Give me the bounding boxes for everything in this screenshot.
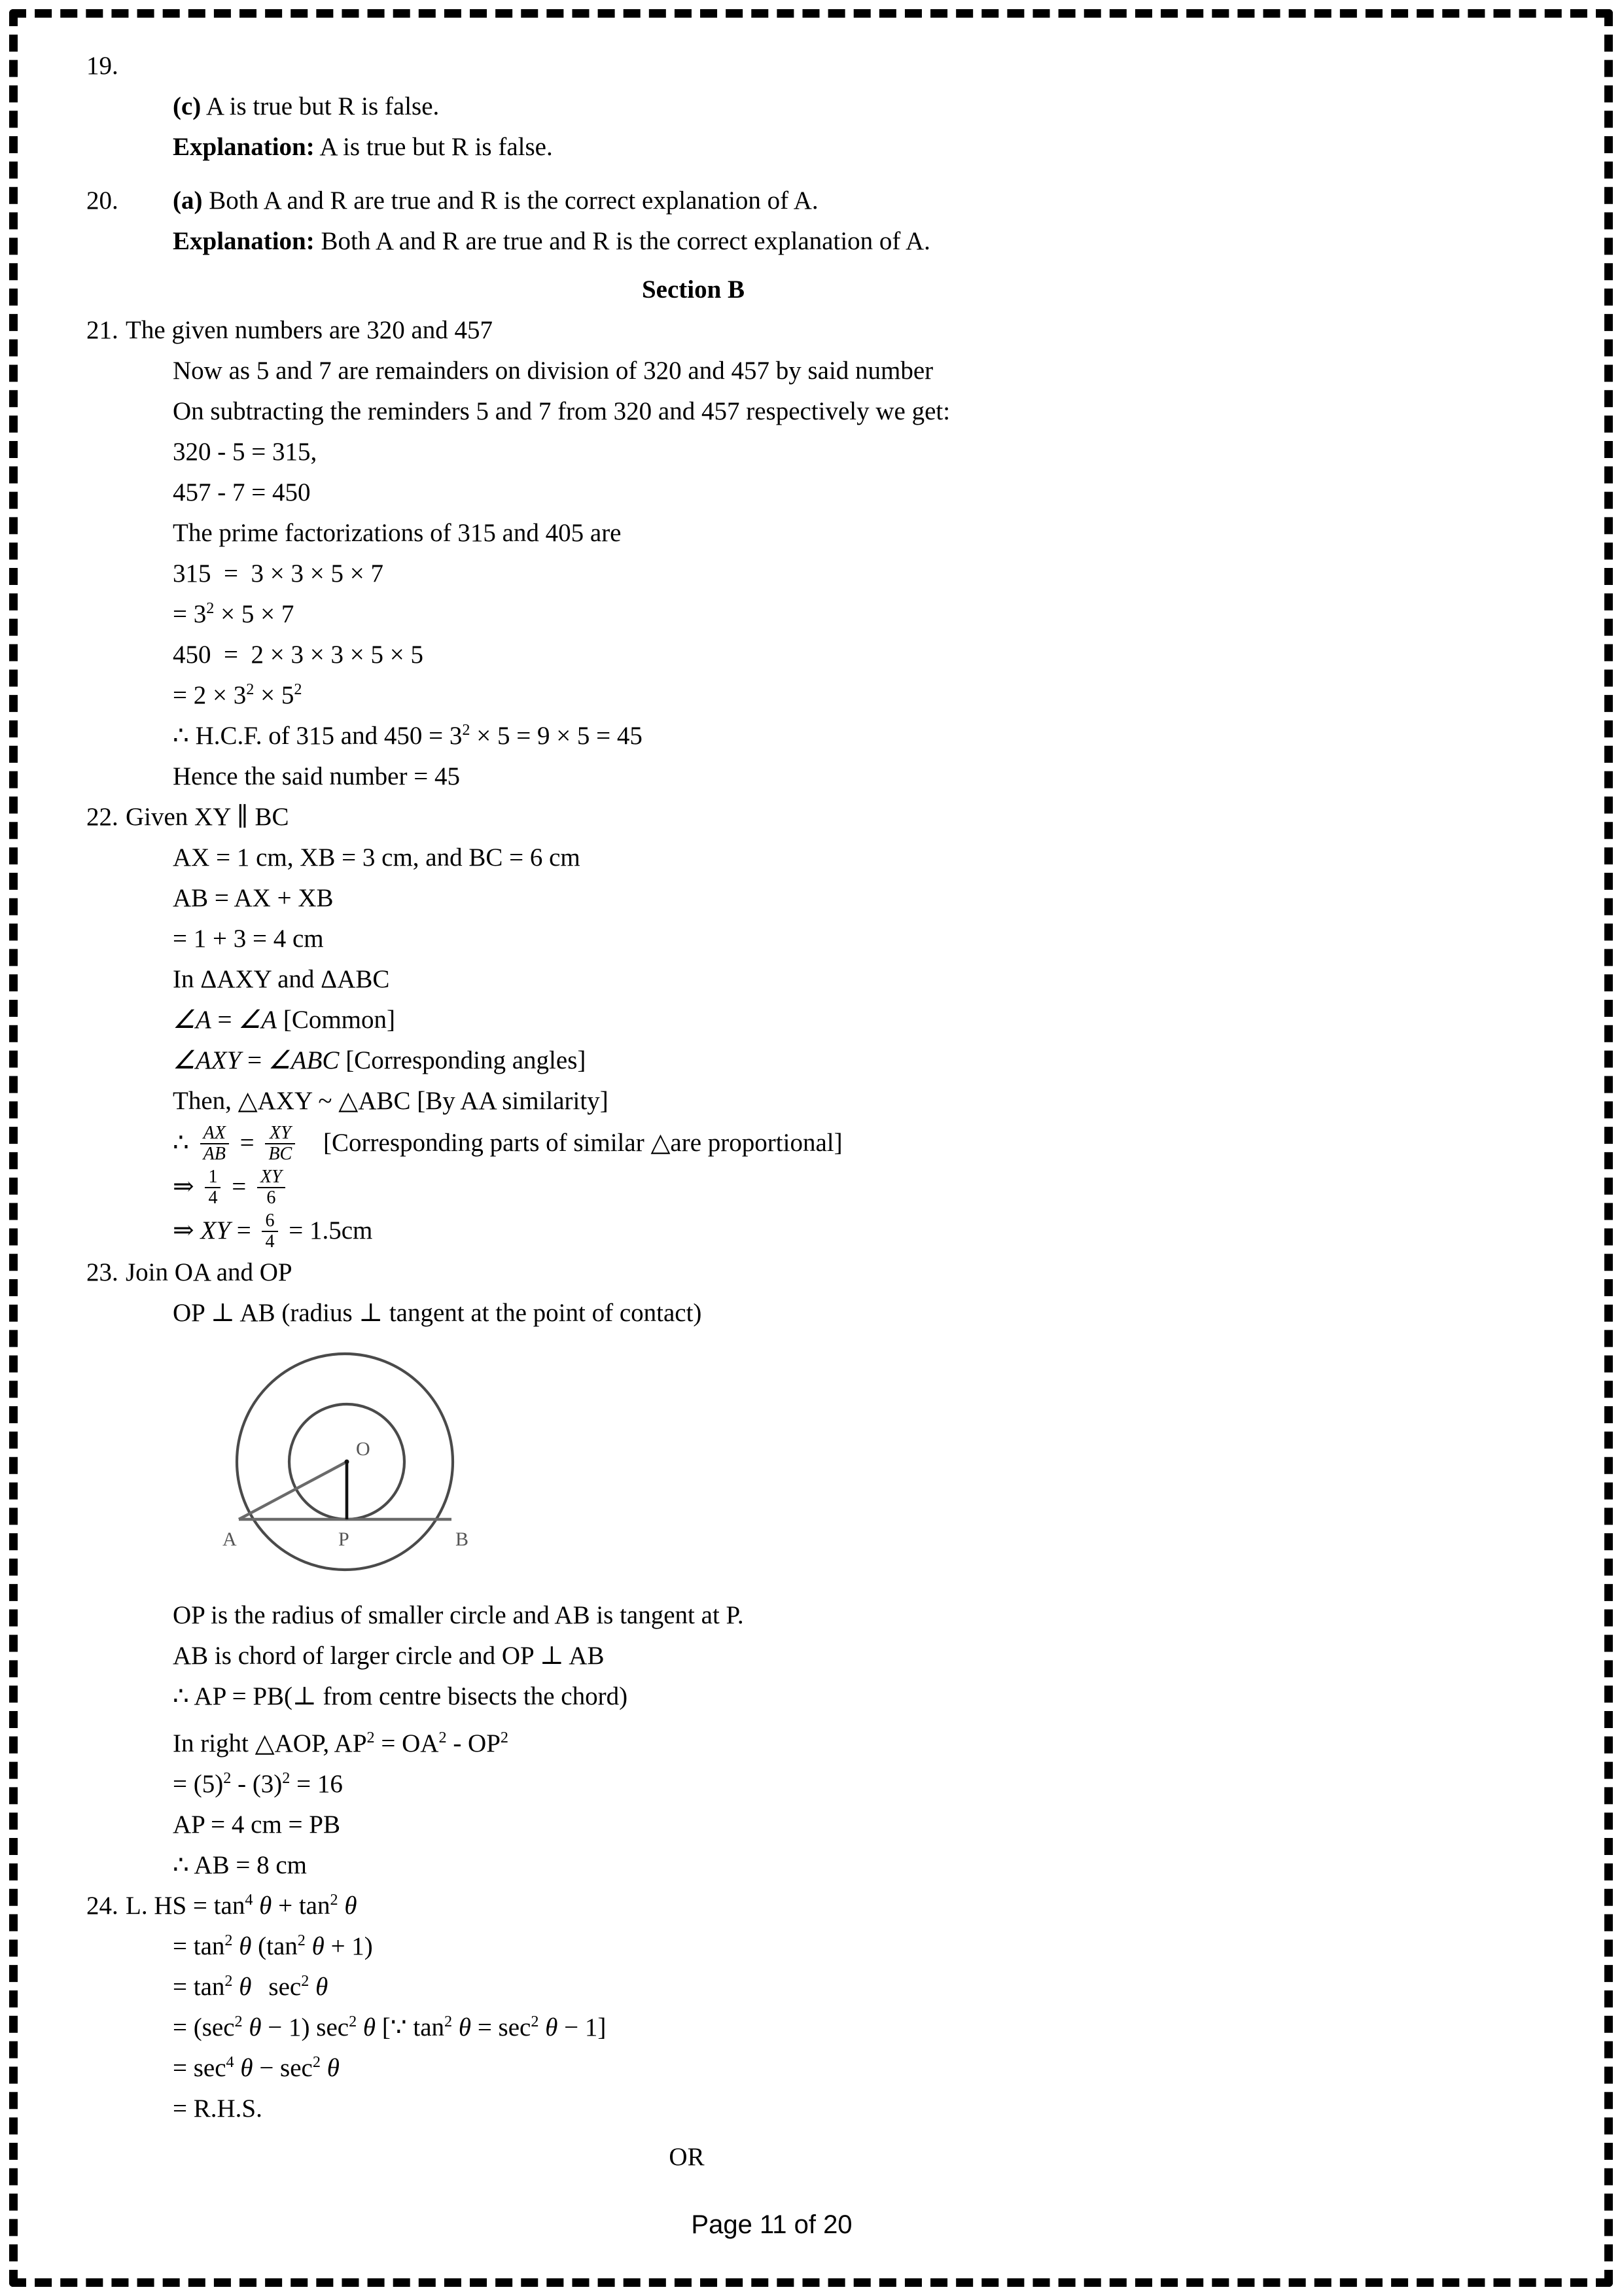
- q21-l11-exponent: 2: [462, 721, 470, 739]
- q22-line-10: [126, 1165, 1543, 1209]
- label-b: B: [455, 1528, 469, 1551]
- q23-line-2: OP ⊥ AB (radius ⊥ tangent at the point of contact): [173, 1299, 702, 1328]
- question-19-answer-line: [126, 86, 1543, 127]
- q24-l2-open: (tan: [258, 1932, 298, 1961]
- q24-line-3: [126, 1967, 1543, 2007]
- q24-l2-pre: = tan: [173, 1932, 225, 1961]
- q22-l11-implies: ⇒: [173, 1216, 194, 1245]
- q24-l2-exponent-1: 2: [224, 1932, 233, 1950]
- q21-l8-exponent: 2: [206, 599, 215, 617]
- q23-line-1: Join OA and OP: [126, 1258, 292, 1287]
- question-19: [79, 46, 1543, 86]
- q24-l1-pre: L. HS = tan: [126, 1892, 245, 1920]
- q22-line-8: Then, △AXY ~ △ABC [By AA similarity]: [173, 1087, 608, 1115]
- q21-line-2: Now as 5 and 7 are remainders on division of 320 and 457 by said number: [173, 357, 934, 385]
- q21-l8-pre: =: [173, 600, 187, 628]
- q22-l11-equals-2: =: [289, 1216, 304, 1245]
- q24-line-5: [126, 2048, 1543, 2089]
- question-19-spacer: [126, 46, 1543, 86]
- question-24: [79, 1886, 1543, 2129]
- question-20-explanation-text: Both A and R are true and R is the correct explanation of A.: [314, 227, 930, 255]
- q24-l3-pre: = tan: [173, 1973, 225, 2002]
- question-19-explanation-line: [126, 127, 1543, 168]
- q22-line-9: [126, 1122, 1543, 1165]
- q24-l5-exponent-1: 4: [226, 2053, 234, 2072]
- label-a: A: [222, 1528, 237, 1551]
- q21-line-9: [126, 635, 1543, 675]
- q24-l2-close: + 1): [330, 1932, 373, 1961]
- q22-l10-numerator-1: 1: [205, 1167, 220, 1188]
- q23-line-4: AB is chord of larger circle and OP ⊥ AB: [173, 1642, 605, 1670]
- q21-l9-lhs: 450: [173, 641, 211, 669]
- q24-l4-pre: = (sec: [173, 2013, 235, 2042]
- q22-l10-denominator-4: 4: [208, 1187, 218, 1208]
- q22-l6-angle-a2: ∠A: [238, 1006, 277, 1034]
- q24-l4-note-exponent-1: 2: [444, 2013, 453, 2031]
- q24-l4-theta-1: θ: [249, 2013, 262, 2042]
- question-20: [79, 181, 1543, 262]
- q21-line-5: 457 - 7 = 450: [173, 478, 311, 506]
- q22-l11-fraction-6-4: [262, 1211, 277, 1252]
- q22-l9-fraction-ax-ab: [200, 1123, 229, 1164]
- q24-l4-note-theta-2: θ: [545, 2013, 558, 2042]
- q24-l2-theta-1: θ: [239, 1932, 252, 1961]
- q22-line-3: AB = AX + XB: [173, 884, 334, 912]
- q22-l7-note: [Corresponding angles]: [339, 1046, 586, 1074]
- q23-l7-exponent-1: 2: [223, 1769, 232, 1788]
- q21-line-4: 320 - 5 = 315,: [173, 438, 317, 466]
- q23-line-3: OP is the radius of smaller circle and AB is tangent at P.: [173, 1601, 744, 1630]
- q22-l7-angle-abc: ∠ABC: [268, 1046, 340, 1074]
- q21-line-10: [126, 675, 1543, 716]
- q22-line-5: In ΔAXY and ΔABC: [173, 965, 390, 993]
- q22-l10-numerator-xy: XY: [257, 1167, 285, 1188]
- question-20-explanation-label: Explanation:: [173, 227, 315, 255]
- q22-l11-value: 1.5cm: [309, 1216, 373, 1245]
- label-o: O: [356, 1438, 370, 1460]
- question-19-answer-text: A is true but R is false.: [201, 92, 440, 120]
- q24-line-2: [126, 1926, 1543, 1967]
- q22-l10-fraction-xy-6: [257, 1167, 285, 1208]
- q21-l10-exponent-2: 2: [294, 680, 302, 698]
- q23-l6-mid: = OA: [374, 1729, 439, 1758]
- q21-l8-base: 3: [193, 600, 207, 628]
- q22-l9-denominator-ab: AB: [203, 1144, 226, 1165]
- q23-l6-exponent-3: 2: [500, 1729, 508, 1747]
- q24-l3-theta-2: θ: [315, 1973, 328, 2002]
- q24-l4-note-end: − 1]: [564, 2013, 607, 2042]
- q23-line-5: ∴ AP = PB(⊥ from centre bisects the chord): [173, 1682, 628, 1711]
- q21-line-3: On subtracting the reminders 5 and 7 from 320 and 457 respectively we get:: [173, 397, 951, 425]
- question-22: [79, 797, 1543, 1252]
- q22-l11-numerator-6: 6: [262, 1211, 277, 1232]
- q24-l5-theta-1: θ: [240, 2054, 253, 2083]
- q22-line-6: [126, 1000, 1543, 1040]
- q21-l7-equals: =: [217, 559, 245, 588]
- q22-l9-note: [Corresponding parts of similar △are proportional]: [323, 1129, 843, 1157]
- q24-l3-exponent-1: 2: [224, 1972, 233, 1990]
- q21-line-1: The given numbers are 320 and 457: [126, 316, 493, 344]
- q22-l11-variable-xy: XY: [200, 1216, 230, 1245]
- q23-l6-exponent-2: 2: [438, 1729, 447, 1747]
- q24-line-1: [126, 1886, 1543, 1926]
- q23-line-6: [126, 1723, 1543, 1764]
- q21-l9-rhs: 2 × 3 × 3 × 5 × 5: [251, 641, 423, 669]
- q23-line-9: ∴ AB = 8 cm: [173, 1851, 307, 1880]
- q24-l1-exponent-1: 4: [245, 1891, 253, 1909]
- question-19-answer-row: [79, 86, 1543, 168]
- q23-l6-exponent-1: 2: [366, 1729, 375, 1747]
- q24-l4-theta-2: θ: [362, 2013, 376, 2042]
- q23-l7-pre: = (5): [173, 1770, 224, 1799]
- circle-diagram: [204, 1337, 512, 1593]
- q22-l9-numerator-xy: XY: [265, 1123, 295, 1144]
- q22-l7-angle-axy: ∠AXY: [173, 1046, 241, 1074]
- q22-l10-implies: ⇒: [173, 1172, 194, 1201]
- page-footer: Page 11 of 20: [691, 2210, 853, 2239]
- q23-l6-pre: In right △AOP, AP: [173, 1729, 367, 1758]
- q21-line-6: The prime factorizations of 315 and 405 are: [173, 519, 622, 547]
- question-20-answer-line: [126, 181, 1543, 221]
- q21-line-8: [126, 594, 1543, 635]
- question-20-explanation-line: [126, 221, 1543, 262]
- question-19-explanation-text: A is true but R is false.: [314, 133, 553, 161]
- question-20-answer-text: Both A and R are true and R is the correct explanation of A.: [202, 186, 819, 215]
- q24-l5-exponent-2: 2: [312, 2053, 321, 2072]
- q23-l7-post: = 16: [290, 1770, 343, 1799]
- question-21: [79, 310, 1543, 797]
- q24-l4-note-theta-1: θ: [458, 2013, 472, 2042]
- q24-line-6: = R.H.S.: [173, 2094, 262, 2123]
- q21-l10-mid: × 5: [260, 681, 294, 709]
- q22-l7-equals: =: [247, 1046, 262, 1074]
- q24-l4-note-pre: [∵ tan: [381, 2013, 445, 2042]
- q21-line-12: Hence the said number = 45: [173, 762, 460, 790]
- q23-line-7: [126, 1764, 1543, 1805]
- question-23-number: 23.: [86, 1258, 118, 1287]
- q24-l1-exponent-2: 2: [330, 1891, 338, 1909]
- q21-l8-rest: × 5 × 7: [220, 600, 294, 628]
- q22-line-7: [126, 1040, 1543, 1081]
- q24-l2-theta-2: θ: [311, 1932, 325, 1961]
- question-20-number: 20.: [86, 186, 118, 215]
- q21-l10-pre: = 2 × 3: [173, 681, 247, 709]
- question-24-number: 24.: [86, 1892, 118, 1920]
- q22-l9-therefore: ∴: [173, 1129, 189, 1157]
- q21-l10-exponent-1: 2: [246, 680, 255, 698]
- q21-l11-post: × 5 = 9 × 5 = 45: [476, 722, 643, 750]
- q23-l7-mid: - (3): [231, 1770, 283, 1799]
- circle-diagram-svg: [204, 1337, 512, 1586]
- q22-line-1: Given XY ∥ BC: [126, 803, 289, 831]
- q21-l7-rhs: 3 × 3 × 5 × 7: [251, 559, 383, 588]
- radius-oa-line: [239, 1462, 347, 1519]
- q23-l6-post: - OP: [446, 1729, 501, 1758]
- question-21-number: 21.: [86, 316, 118, 344]
- q24-l1-theta-2: θ: [344, 1892, 357, 1920]
- q22-line-2: AX = 1 cm, XB = 3 cm, and BC = 6 cm: [173, 843, 580, 872]
- question-20-answer-label: (a): [173, 186, 203, 215]
- q21-line-7: [126, 554, 1543, 594]
- q22-l6-angle-a1: ∠A: [173, 1006, 211, 1034]
- q22-l6-equals: =: [217, 1006, 232, 1034]
- q22-l10-denominator-6: 6: [266, 1187, 276, 1208]
- question-19-explanation-label: Explanation:: [173, 133, 315, 161]
- q22-l9-numerator-ax: AX: [200, 1123, 229, 1144]
- center-point-o: [345, 1460, 349, 1464]
- q22-l11-denominator-4: 4: [265, 1231, 275, 1252]
- label-p: P: [338, 1528, 349, 1551]
- q24-l3-exponent-2: 2: [301, 1972, 309, 1990]
- q22-l9-equals: =: [239, 1129, 255, 1157]
- q22-line-4: = 1 + 3 = 4 cm: [173, 925, 324, 953]
- q21-l7-lhs: 315: [173, 559, 211, 588]
- q22-l10-equals: =: [232, 1172, 247, 1201]
- question-19-body: [126, 46, 1543, 86]
- q24-l2-exponent-2: 2: [297, 1932, 306, 1950]
- q24-l4-exponent-1: 2: [234, 2013, 243, 2031]
- section-b-heading: Section B: [641, 275, 745, 304]
- question-23: [79, 1252, 1543, 1886]
- q22-l6-note: [Common]: [277, 1006, 396, 1034]
- q24-l4-note-equals: = sec: [477, 2013, 531, 2042]
- q24-l5-pre: = sec: [173, 2054, 226, 2083]
- q24-line-4: [126, 2007, 1543, 2048]
- q23-l7-exponent-2: 2: [282, 1769, 291, 1788]
- q22-l9-denominator-bc: BC: [268, 1144, 292, 1165]
- q23-line-8: AP = 4 cm = PB: [173, 1810, 340, 1839]
- q22-l9-fraction-xy-bc: [265, 1123, 295, 1164]
- q24-l1-plus: + tan: [278, 1892, 330, 1920]
- q24-l4-exponent-2: 2: [349, 2013, 357, 2031]
- question-19-answer-label: (c): [173, 92, 202, 120]
- q24-l3-mid: sec: [268, 1973, 302, 2002]
- q22-l11-equals-1: =: [236, 1216, 251, 1245]
- q24-l4-note-exponent-2: 2: [531, 2013, 539, 2031]
- q21-l9-equals: =: [217, 641, 245, 669]
- q21-line-11: [126, 716, 1543, 756]
- q24-l4-minus: − 1) sec: [268, 2013, 349, 2042]
- q22-line-11: [126, 1209, 1543, 1253]
- q24-l1-theta-1: θ: [259, 1892, 272, 1920]
- q24-l5-theta-2: θ: [326, 2054, 340, 2083]
- question-22-number: 22.: [86, 803, 118, 831]
- q24-l3-theta-1: θ: [239, 1973, 252, 2002]
- or-separator: OR: [669, 2143, 705, 2172]
- q21-l11-pre: ∴ H.C.F. of 315 and 450 = 3: [173, 722, 463, 750]
- q22-l10-fraction-1-4: [205, 1167, 220, 1208]
- q24-l5-minus: − sec: [259, 2054, 313, 2083]
- question-19-number: 19.: [86, 52, 118, 80]
